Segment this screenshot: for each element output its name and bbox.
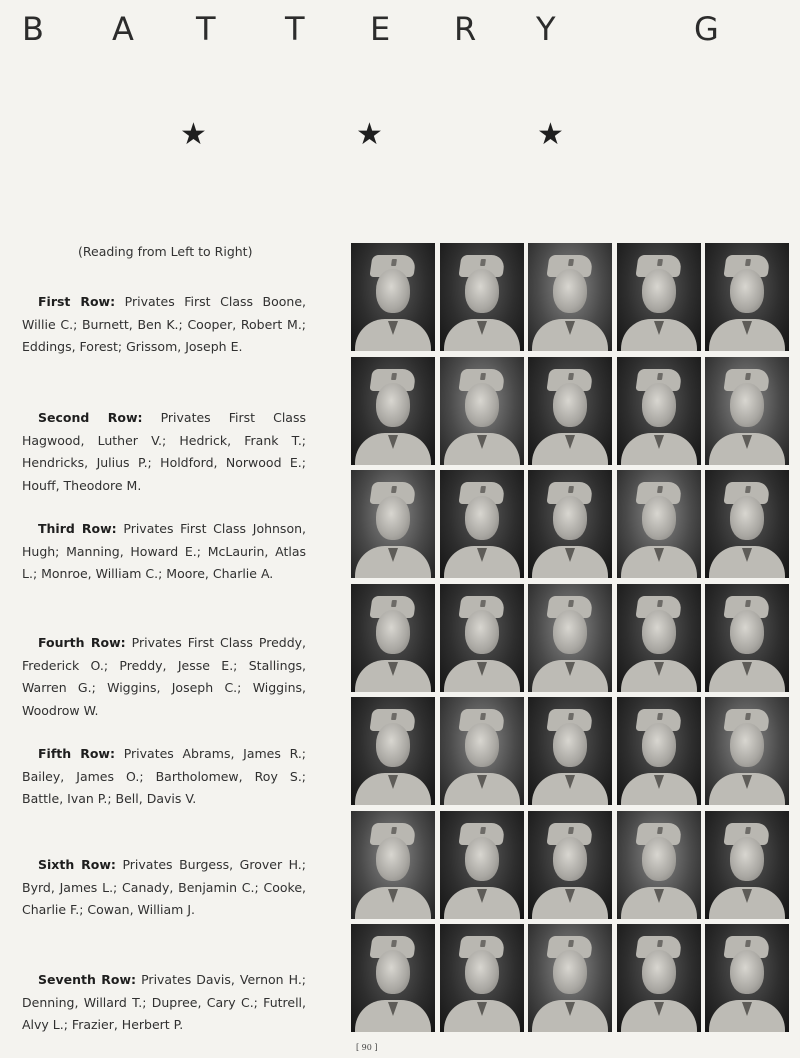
portrait-face [730, 723, 764, 767]
portrait-shirt [621, 660, 697, 692]
portrait-photo [528, 470, 612, 578]
portrait-face [642, 723, 676, 767]
portrait-shirt [709, 660, 785, 692]
portrait-photo [528, 697, 612, 805]
portrait-photo [705, 357, 789, 465]
portrait-shirt [709, 546, 785, 578]
portrait-shirt [532, 319, 608, 351]
portrait-shirt [532, 546, 608, 578]
row-caption [22, 291, 306, 359]
row-label: Sixth Row: [38, 857, 116, 872]
row-label: Fourth Row: [38, 635, 126, 650]
portrait-shirt [355, 773, 431, 805]
portrait-face [553, 950, 587, 994]
portrait-shirt [709, 319, 785, 351]
portrait-shirt [444, 660, 520, 692]
portrait-face [465, 723, 499, 767]
portrait-shirt [532, 773, 608, 805]
portrait-face [376, 269, 410, 313]
title-letter: B [22, 10, 44, 48]
portrait-grid [351, 243, 789, 1027]
portrait-face [730, 837, 764, 881]
row-caption [22, 407, 306, 497]
portrait-face [465, 383, 499, 427]
portrait-face [376, 496, 410, 540]
portrait-shirt [709, 1000, 785, 1032]
portrait-shirt [355, 1000, 431, 1032]
portrait-face [376, 383, 410, 427]
portrait-photo [351, 243, 435, 351]
title-letter: R [454, 10, 477, 48]
portrait-photo [705, 584, 789, 692]
portrait-photo [351, 924, 435, 1032]
portrait-photo [705, 697, 789, 805]
row-label: First Row: [38, 294, 116, 309]
portrait-photo [705, 470, 789, 578]
portrait-photo [705, 243, 789, 351]
portrait-face [553, 837, 587, 881]
row-label: Third Row: [38, 521, 117, 536]
portrait-face [553, 383, 587, 427]
portrait-photo [528, 924, 612, 1032]
portrait-shirt [355, 660, 431, 692]
row-caption [22, 969, 306, 1037]
portrait-shirt [355, 887, 431, 919]
portrait-face [730, 496, 764, 540]
row-caption [22, 854, 306, 922]
portrait-face [465, 610, 499, 654]
portrait-photo [705, 924, 789, 1032]
portrait-face [642, 496, 676, 540]
star-icon: ★ [356, 117, 383, 152]
title-letter: E [370, 10, 391, 48]
portrait-photo [351, 811, 435, 919]
title-letter: G [694, 10, 719, 48]
portrait-photo [351, 697, 435, 805]
page-title [0, 10, 800, 50]
row-names: Privates Burgess, Grover H.; Byrd, James L.; Canady, Benjamin C.; Cooke, Charlie F.; Cowan, William J. [22, 857, 306, 917]
portrait-photo [617, 243, 701, 351]
portrait-face [465, 950, 499, 994]
portrait-face [642, 383, 676, 427]
portrait-face [376, 837, 410, 881]
portrait-photo [440, 584, 524, 692]
row-label: Fifth Row: [38, 746, 115, 761]
row-names: Privates Davis, Vernon H.; Denning, Willard T.; Dupree, Cary C.; Futrell, Alvy L.; Frazier, Herbert P. [22, 972, 306, 1032]
portrait-photo [351, 357, 435, 465]
row-names: Privates First Class Boone, Willie C.; Burnett, Ben K.; Cooper, Robert M.; Eddings, Forest; Grissom, Joseph E. [22, 294, 306, 354]
portrait-face [376, 610, 410, 654]
portrait-photo [528, 243, 612, 351]
portrait-face [730, 269, 764, 313]
portrait-shirt [532, 433, 608, 465]
portrait-photo [440, 243, 524, 351]
row-names: Privates First Class Johnson, Hugh; Manning, Howard E.; McLaurin, Atlas L.; Monroe, William C.; Moore, Charlie A. [22, 521, 306, 581]
portrait-photo [351, 470, 435, 578]
portrait-shirt [621, 1000, 697, 1032]
portrait-shirt [444, 887, 520, 919]
portrait-photo [617, 697, 701, 805]
title-letter: T [196, 10, 216, 48]
portrait-shirt [621, 546, 697, 578]
portrait-face [553, 610, 587, 654]
portrait-photo [440, 924, 524, 1032]
portrait-photo [528, 357, 612, 465]
portrait-face [553, 723, 587, 767]
portrait-shirt [532, 1000, 608, 1032]
portrait-shirt [709, 433, 785, 465]
portrait-shirt [532, 887, 608, 919]
portrait-shirt [355, 433, 431, 465]
star-ornaments [0, 118, 800, 152]
star-icon: ★ [180, 117, 207, 152]
portrait-shirt [532, 660, 608, 692]
portrait-shirt [709, 773, 785, 805]
portrait-face [642, 950, 676, 994]
portrait-shirt [444, 1000, 520, 1032]
portrait-photo [528, 811, 612, 919]
row-names: Privates Abrams, James R.; Bailey, James O.; Bartholomew, Roy S.; Battle, Ivan P.; Bell, Davis V. [22, 746, 307, 806]
portrait-shirt [355, 319, 431, 351]
portrait-shirt [444, 773, 520, 805]
row-caption [22, 743, 306, 811]
portrait-photo [440, 697, 524, 805]
portrait-photo [705, 811, 789, 919]
portrait-shirt [444, 546, 520, 578]
portrait-photo [440, 357, 524, 465]
portrait-shirt [621, 887, 697, 919]
row-label: Second Row: [38, 410, 143, 425]
row-caption [22, 518, 306, 586]
portrait-photo [351, 584, 435, 692]
portrait-photo [440, 811, 524, 919]
portrait-face [465, 496, 499, 540]
portrait-shirt [621, 773, 697, 805]
portrait-face [642, 610, 676, 654]
row-names: Privates First Class Preddy, Frederick O.; Preddy, Jesse E.; Stallings, Warren G.; Wiggins, Joseph C.; Wiggins, Woodrow W. [22, 635, 306, 718]
portrait-shirt [355, 546, 431, 578]
portrait-face [553, 496, 587, 540]
portrait-shirt [709, 887, 785, 919]
portrait-shirt [444, 433, 520, 465]
row-caption [22, 632, 306, 722]
portrait-face [553, 269, 587, 313]
portrait-photo [617, 924, 701, 1032]
title-letter: A [112, 10, 134, 48]
portrait-face [376, 723, 410, 767]
portrait-photo [440, 470, 524, 578]
portrait-shirt [444, 319, 520, 351]
portrait-face [730, 383, 764, 427]
portrait-face [730, 950, 764, 994]
portrait-photo [617, 470, 701, 578]
reading-note: (Reading from Left to Right) [78, 244, 253, 259]
portrait-photo [617, 357, 701, 465]
portrait-face [465, 269, 499, 313]
portrait-photo [617, 811, 701, 919]
portrait-face [376, 950, 410, 994]
row-names: Privates First Class Hagwood, Luther V.; Hedrick, Frank T.; Hendricks, Julius P.; Holdford, Norwood E.; Houff, Theodore M. [22, 410, 306, 493]
portrait-face [465, 837, 499, 881]
portrait-photo [528, 584, 612, 692]
portrait-photo [617, 584, 701, 692]
portrait-face [642, 269, 676, 313]
portrait-shirt [621, 433, 697, 465]
star-icon: ★ [537, 117, 564, 152]
page-number: [ 90 ] [356, 1043, 378, 1052]
title-letter: Y [536, 10, 556, 48]
title-letter: T [285, 10, 305, 48]
portrait-face [730, 610, 764, 654]
portrait-shirt [621, 319, 697, 351]
row-label: Seventh Row: [38, 972, 137, 987]
portrait-face [642, 837, 676, 881]
